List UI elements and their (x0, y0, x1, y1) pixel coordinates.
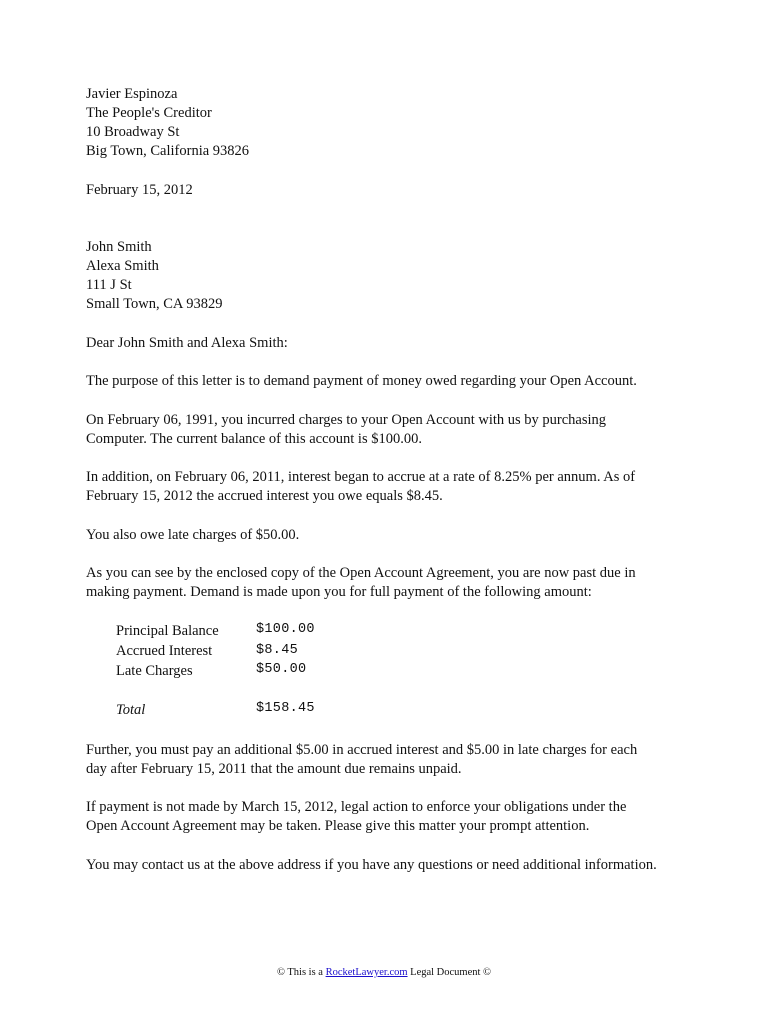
principal-value: $100.00 (256, 622, 315, 637)
paragraph-charges-line: On February 06, 1991, you incurred charges to your Open Account with us by purchasing (86, 412, 607, 428)
interest-value: $8.45 (256, 643, 299, 658)
paragraph-charges-line: Computer. The current balance of this account is $100.00. (86, 431, 422, 447)
salutation: Dear John Smith and Alexa Smith: (86, 335, 288, 351)
paragraph-interest-line: February 15, 2012 the accrued interest you owe equals $8.45. (86, 488, 443, 504)
paragraph-contact: You may contact us at the above address if you have any questions or need additional information. (86, 857, 657, 873)
principal-label: Principal Balance (116, 623, 219, 639)
recipient-name-2: Alexa Smith (86, 258, 159, 274)
paragraph-interest-line: In addition, on February 06, 2011, interest began to accrue at a rate of 8.25% per annum. As of (86, 469, 636, 485)
interest-label: Accrued Interest (116, 643, 213, 659)
sender-company: The People's Creditor (86, 105, 212, 121)
paragraph-legal-line: Open Account Agreement may be taken. Please give this matter your prompt attention. (86, 818, 590, 834)
footer (0, 966, 768, 980)
late-value: $50.00 (256, 662, 307, 677)
sender-name: Javier Espinoza (86, 86, 178, 102)
paragraph-demand-line: As you can see by the enclosed copy of the Open Account Agreement, you are now past due in (86, 565, 636, 581)
sender-city: Big Town, California 93826 (86, 143, 250, 159)
footer-prefix: © This is a (276, 967, 326, 978)
paragraph-further-line: Further, you must pay an additional $5.00 in accrued interest and $5.00 in late charges for each (86, 742, 638, 758)
recipient-street: 111 J St (86, 277, 132, 293)
paragraph-demand-line: making payment. Demand is made upon you for full payment of the following amount: (86, 584, 592, 600)
footer-suffix: Legal Document © (407, 967, 492, 978)
paragraph-legal-line: If payment is not made by March 15, 2012, legal action to enforce your obligations under the (86, 799, 627, 815)
total-label: Total (116, 702, 146, 718)
late-label: Late Charges (116, 663, 193, 679)
paragraph-late-charges: You also owe late charges of $50.00. (86, 527, 300, 543)
paragraph-further-line: day after February 15, 2011 that the amount due remains unpaid. (86, 761, 462, 777)
sender-street: 10 Broadway St (86, 124, 180, 140)
total-value: $158.45 (256, 701, 315, 716)
letter-date: February 15, 2012 (86, 182, 193, 198)
paragraph-purpose: The purpose of this letter is to demand payment of money owed regarding your Open Account. (86, 373, 637, 389)
recipient-name-1: John Smith (86, 239, 152, 255)
recipient-city: Small Town, CA 93829 (86, 296, 223, 312)
rocketlawyer-link[interactable]: RocketLawyer.com (325, 967, 408, 978)
